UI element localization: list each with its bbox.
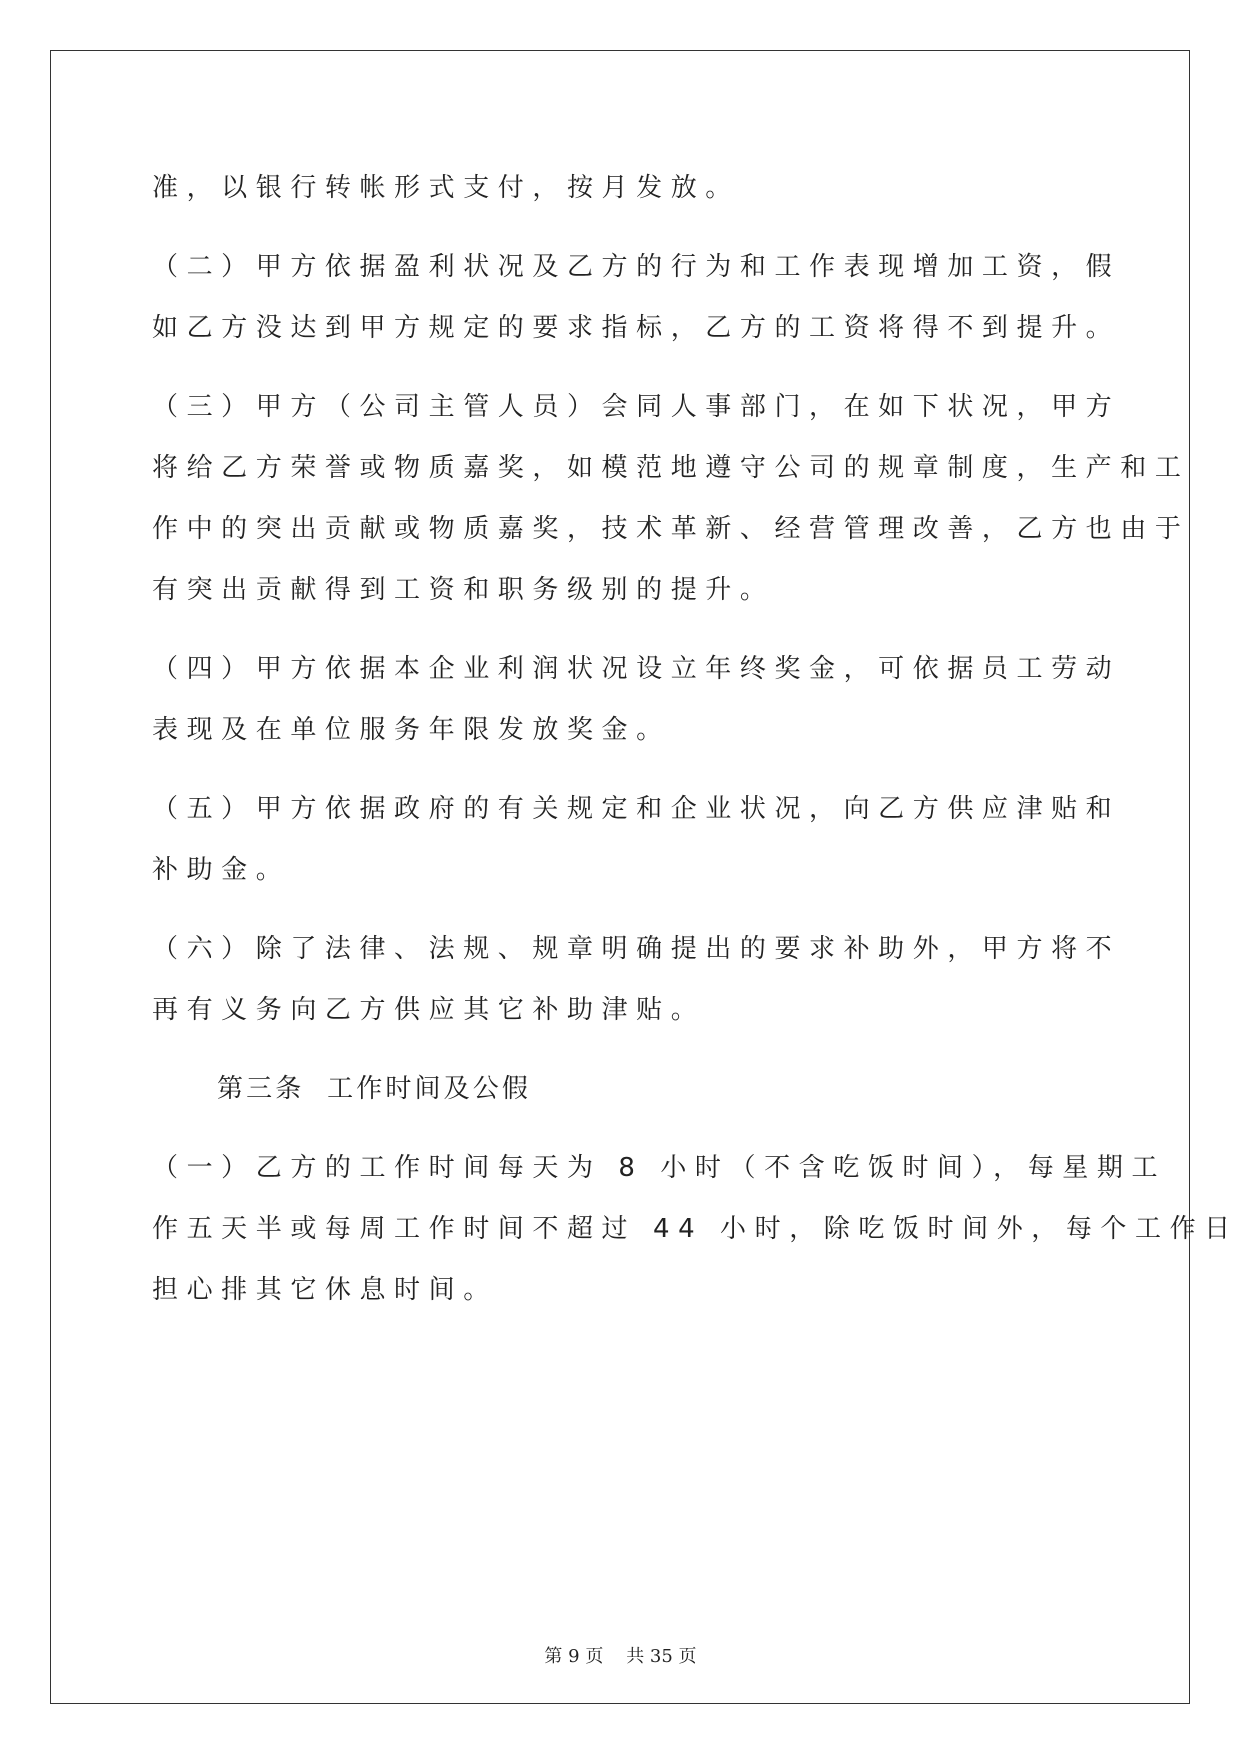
text-line: 作中的突出贡献或物质嘉奖，技术革新、经营管理改善，乙方也由于: [152, 514, 1190, 544]
text-line: （四）甲方依据本企业利润状况设立年终奖金，可依据员工劳动: [152, 654, 1121, 684]
text-line: 表现及在单位服务年限发放奖金。: [152, 715, 671, 745]
paragraph-3: [152, 377, 1190, 621]
paragraph-5: [152, 779, 1121, 901]
section-heading-text: 第三条 工作时间及公假: [217, 1074, 531, 1104]
text-line: （五）甲方依据政府的有关规定和企业状况，向乙方供应津贴和: [152, 794, 1121, 824]
paragraph-2: [152, 237, 1121, 359]
text-line: 如乙方没达到甲方规定的要求指标，乙方的工资将得不到提升。: [152, 313, 1121, 343]
document-body: [152, 158, 1239, 1321]
paragraph-7: [152, 1138, 1239, 1321]
text-line: 准，以银行转帐形式支付，按月发放。: [152, 173, 740, 203]
page-footer: 第 9 页 共 35 页: [544, 1646, 697, 1667]
text-line: 担心排其它休息时间。: [152, 1275, 498, 1305]
text-line: 作五天半或每周工作时间不超过 44 小时，除吃饭时间外，每个工作日: [152, 1214, 1239, 1244]
text-line: 补助金。: [152, 855, 291, 885]
text-line: 有突出贡献得到工资和职务级别的提升。: [152, 575, 775, 605]
section-heading: [152, 1059, 1092, 1120]
text-line: （一）乙方的工作时间每天为 8 小时（不含吃饭时间），每星期工: [152, 1153, 1167, 1183]
paragraph-1: [152, 158, 1092, 219]
paragraph-6: [152, 919, 1121, 1041]
paragraph-4: [152, 639, 1121, 761]
text-line: （三）甲方（公司主管人员）会同人事部门，在如下状况，甲方: [152, 392, 1121, 422]
text-line: （六）除了法律、法规、规章明确提出的要求补助外，甲方将不: [152, 934, 1121, 964]
text-line: 将给乙方荣誉或物质嘉奖，如模范地遵守公司的规章制度，生产和工: [152, 453, 1190, 483]
text-line: （二）甲方依据盈利状况及乙方的行为和工作表现增加工资，假: [152, 252, 1121, 282]
text-line: 再有义务向乙方供应其它补助津贴。: [152, 995, 706, 1025]
